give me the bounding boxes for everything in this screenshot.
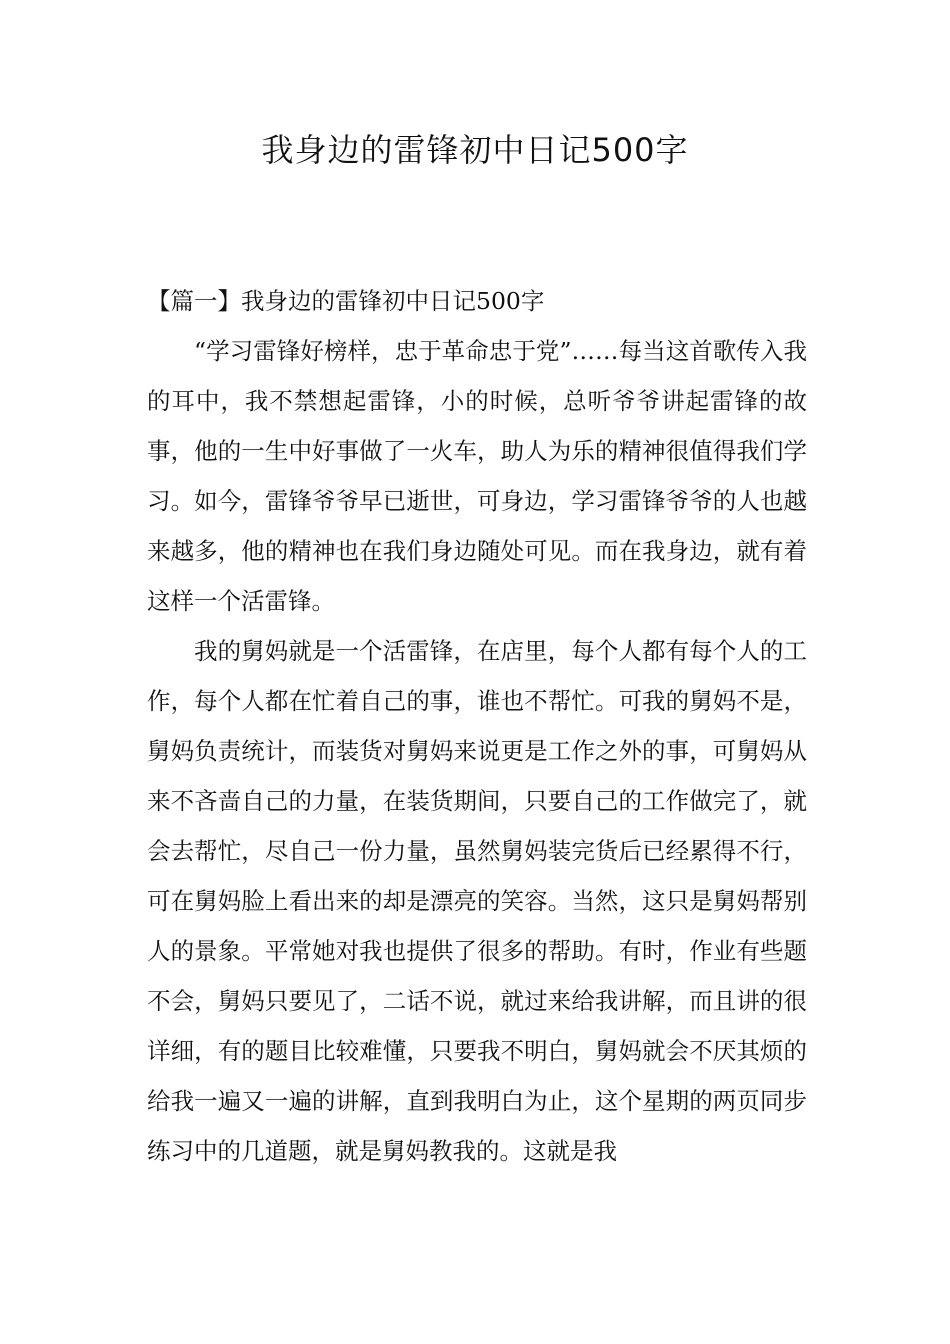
paragraph-1: “学习雷锋好榜样，忠于革命忠于党”……每当这首歌传入我的耳中，我不禁想起雷锋，小的时候，总听爷爷讲起雷锋的故事，他的一生中好事做了一火车，助人为乐的精神很值得我们学习。如今，雷锋爷爷早已逝世，可身边，学习雷锋爷爷的人也越来越多，他的精神也在我们身边随处可见。而在我身边，就有着这样一个活雷锋。 [147, 337, 807, 615]
section-heading: 【篇一】我身边的雷锋初中日记500字 [147, 287, 545, 315]
paragraph-2: 我的舅妈就是一个活雷锋，在店里，每个人都有每个人的工作，每个人都在忙着自己的事，谁也不帮忙。可我的舅妈不是，舅妈负责统计，而装货对舅妈来说更是工作之外的事，可舅妈从来不吝啬自己的力量，在装货期间，只要自己的工作做完了，就会去帮忙，尽自己一份力量，虽然舅妈装完货后已经累得不行，可在舅妈脸上看出来的却是漂亮的笑容。当然，这只是舅妈帮别人的景象。平常她对我也提供了很多的帮助。有时，作业有些题不会，舅妈只要见了，二话不说，就过来给我讲解，而且讲的很详细，有的题目比较难懂，只要我不明白，舅妈就会不厌其烦的给我一遍又一遍的讲解，直到我明白为止，这个星期的两页同步练习中的几道题，就是舅妈教我的。这就是我 [147, 637, 807, 1165]
document-body [147, 276, 807, 1176]
document-title: 我身边的雷锋初中日记500字 [261, 131, 689, 169]
